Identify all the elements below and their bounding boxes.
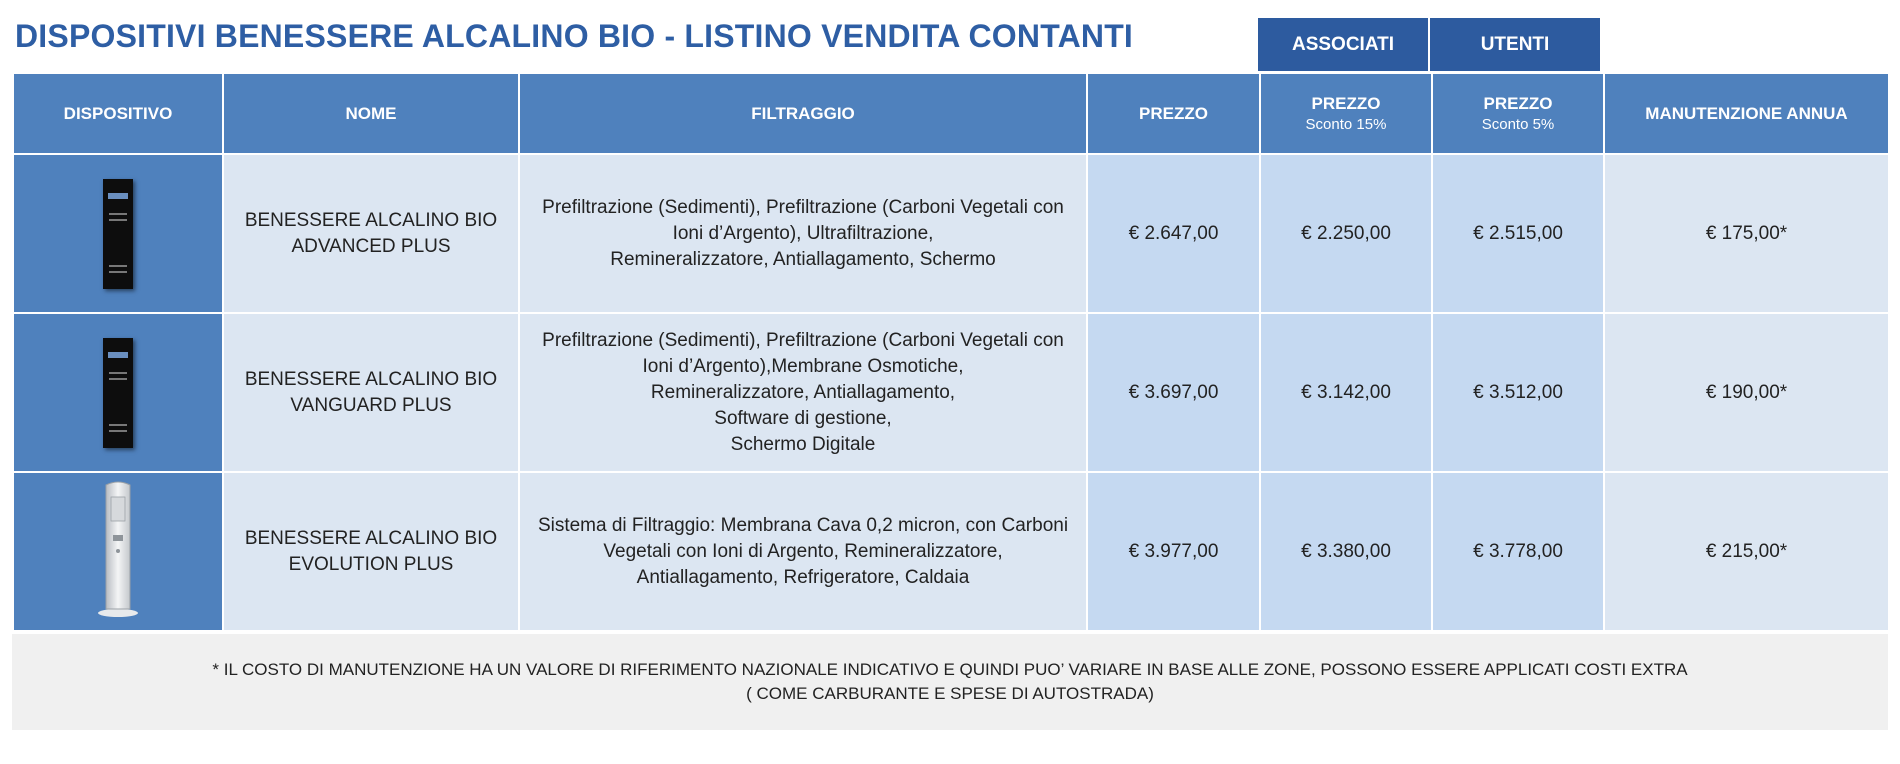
header-prezzo-associati — [1260, 73, 1432, 154]
device-image-cell — [13, 472, 223, 631]
black-tower-dispenser-icon — [103, 179, 133, 289]
device-name-line: VANGUARD PLUS — [290, 394, 452, 416]
header-dispositivo: DISPOSITIVO — [13, 73, 223, 154]
prezzo-utenti-cell: € 3.778,00 — [1432, 472, 1604, 631]
prezzo-cell: € 3.697,00 — [1087, 313, 1260, 472]
header-prezzo-utenti-label: PREZZO — [1483, 94, 1553, 113]
filtraggio-cell — [519, 472, 1087, 631]
filtraggio-line: Ioni d’Argento), Ultrafiltrazione, — [672, 222, 934, 244]
device-name-line: ADVANCED PLUS — [291, 235, 451, 257]
tab-utenti: UTENTI — [1430, 18, 1602, 71]
white-floor-dispenser-icon — [94, 479, 142, 619]
header-sconto-5: Sconto 5% — [1481, 116, 1555, 133]
manutenzione-cell: € 215,00* — [1604, 472, 1889, 631]
footnote-line: * IL COSTO DI MANUTENZIONE HA UN VALORE DI RIFERIMENTO NAZIONALE INDICATIVO E QUINDI PUO’ VARIARE IN BASE ALLE ZONE, POSSONO ESSERE APPLICATI COSTI EXTRA — [212, 660, 1688, 679]
prezzo-associati-cell: € 3.142,00 — [1260, 313, 1432, 472]
black-tower-dispenser-icon — [103, 338, 133, 448]
table-row — [13, 313, 1889, 472]
filtraggio-line: Antiallagamento, Refrigeratore, Caldaia — [636, 566, 970, 588]
device-image-cell — [13, 313, 223, 472]
device-name-cell — [223, 472, 519, 631]
filtraggio-line: Vegetali con Ioni di Argento, Remineralizzatore, — [603, 540, 1003, 562]
prezzo-associati-cell: € 3.380,00 — [1260, 472, 1432, 631]
header-filtraggio: FILTRAGGIO — [519, 73, 1087, 154]
manutenzione-cell: € 175,00* — [1604, 154, 1889, 313]
header-prezzo-associati-label: PREZZO — [1311, 94, 1381, 113]
footnote — [12, 634, 1888, 730]
device-name-line: EVOLUTION PLUS — [288, 553, 454, 575]
filtraggio-line: Software di gestione, — [714, 407, 892, 429]
prezzo-utenti-cell: € 2.515,00 — [1432, 154, 1604, 313]
page-title: DISPOSITIVI BENESSERE ALCALINO BIO - LISTINO VENDITA CONTANTI — [15, 18, 1134, 54]
device-name-line: BENESSERE ALCALINO BIO — [244, 368, 498, 390]
manutenzione-cell: € 190,00* — [1604, 313, 1889, 472]
filtraggio-line: Ioni d’Argento),Membrane Osmotiche, — [642, 355, 964, 377]
tab-associati: ASSOCIATI — [1258, 18, 1430, 71]
table-header-row — [13, 73, 1889, 154]
device-name-cell — [223, 154, 519, 313]
device-name-line: BENESSERE ALCALINO BIO — [244, 209, 498, 231]
header-prezzo: PREZZO — [1087, 73, 1260, 154]
prezzo-cell: € 2.647,00 — [1087, 154, 1260, 313]
filtraggio-line: Prefiltrazione (Sedimenti), Prefiltrazione (Carboni Vegetali con — [542, 329, 1064, 351]
prezzo-associati-cell: € 2.250,00 — [1260, 154, 1432, 313]
price-list-table — [12, 72, 1890, 632]
filtraggio-line: Remineralizzatore, Antiallagamento, Schermo — [610, 248, 996, 270]
device-name-line: BENESSERE ALCALINO BIO — [244, 527, 498, 549]
filtraggio-line: Schermo Digitale — [730, 433, 876, 455]
footnote-line: ( COME CARBURANTE E SPESE DI AUTOSTRADA) — [746, 684, 1154, 703]
filtraggio-line: Sistema di Filtraggio: Membrana Cava 0,2 micron, con Carboni — [537, 514, 1069, 536]
prezzo-cell: € 3.977,00 — [1087, 472, 1260, 631]
filtraggio-cell — [519, 313, 1087, 472]
table-row — [13, 154, 1889, 313]
table-row — [13, 472, 1889, 631]
filtraggio-cell — [519, 154, 1087, 313]
header-nome: NOME — [223, 73, 519, 154]
prezzo-utenti-cell: € 3.512,00 — [1432, 313, 1604, 472]
filtraggio-line: Remineralizzatore, Antiallagamento, — [650, 381, 956, 403]
device-name-cell — [223, 313, 519, 472]
header-manutenzione: MANUTENZIONE ANNUA — [1604, 73, 1889, 154]
filtraggio-line: Prefiltrazione (Sedimenti), Prefiltrazione (Carboni Vegetali con — [542, 196, 1064, 218]
device-image-cell — [13, 154, 223, 313]
header-sconto-15: Sconto 15% — [1305, 116, 1387, 133]
header-prezzo-utenti — [1432, 73, 1604, 154]
